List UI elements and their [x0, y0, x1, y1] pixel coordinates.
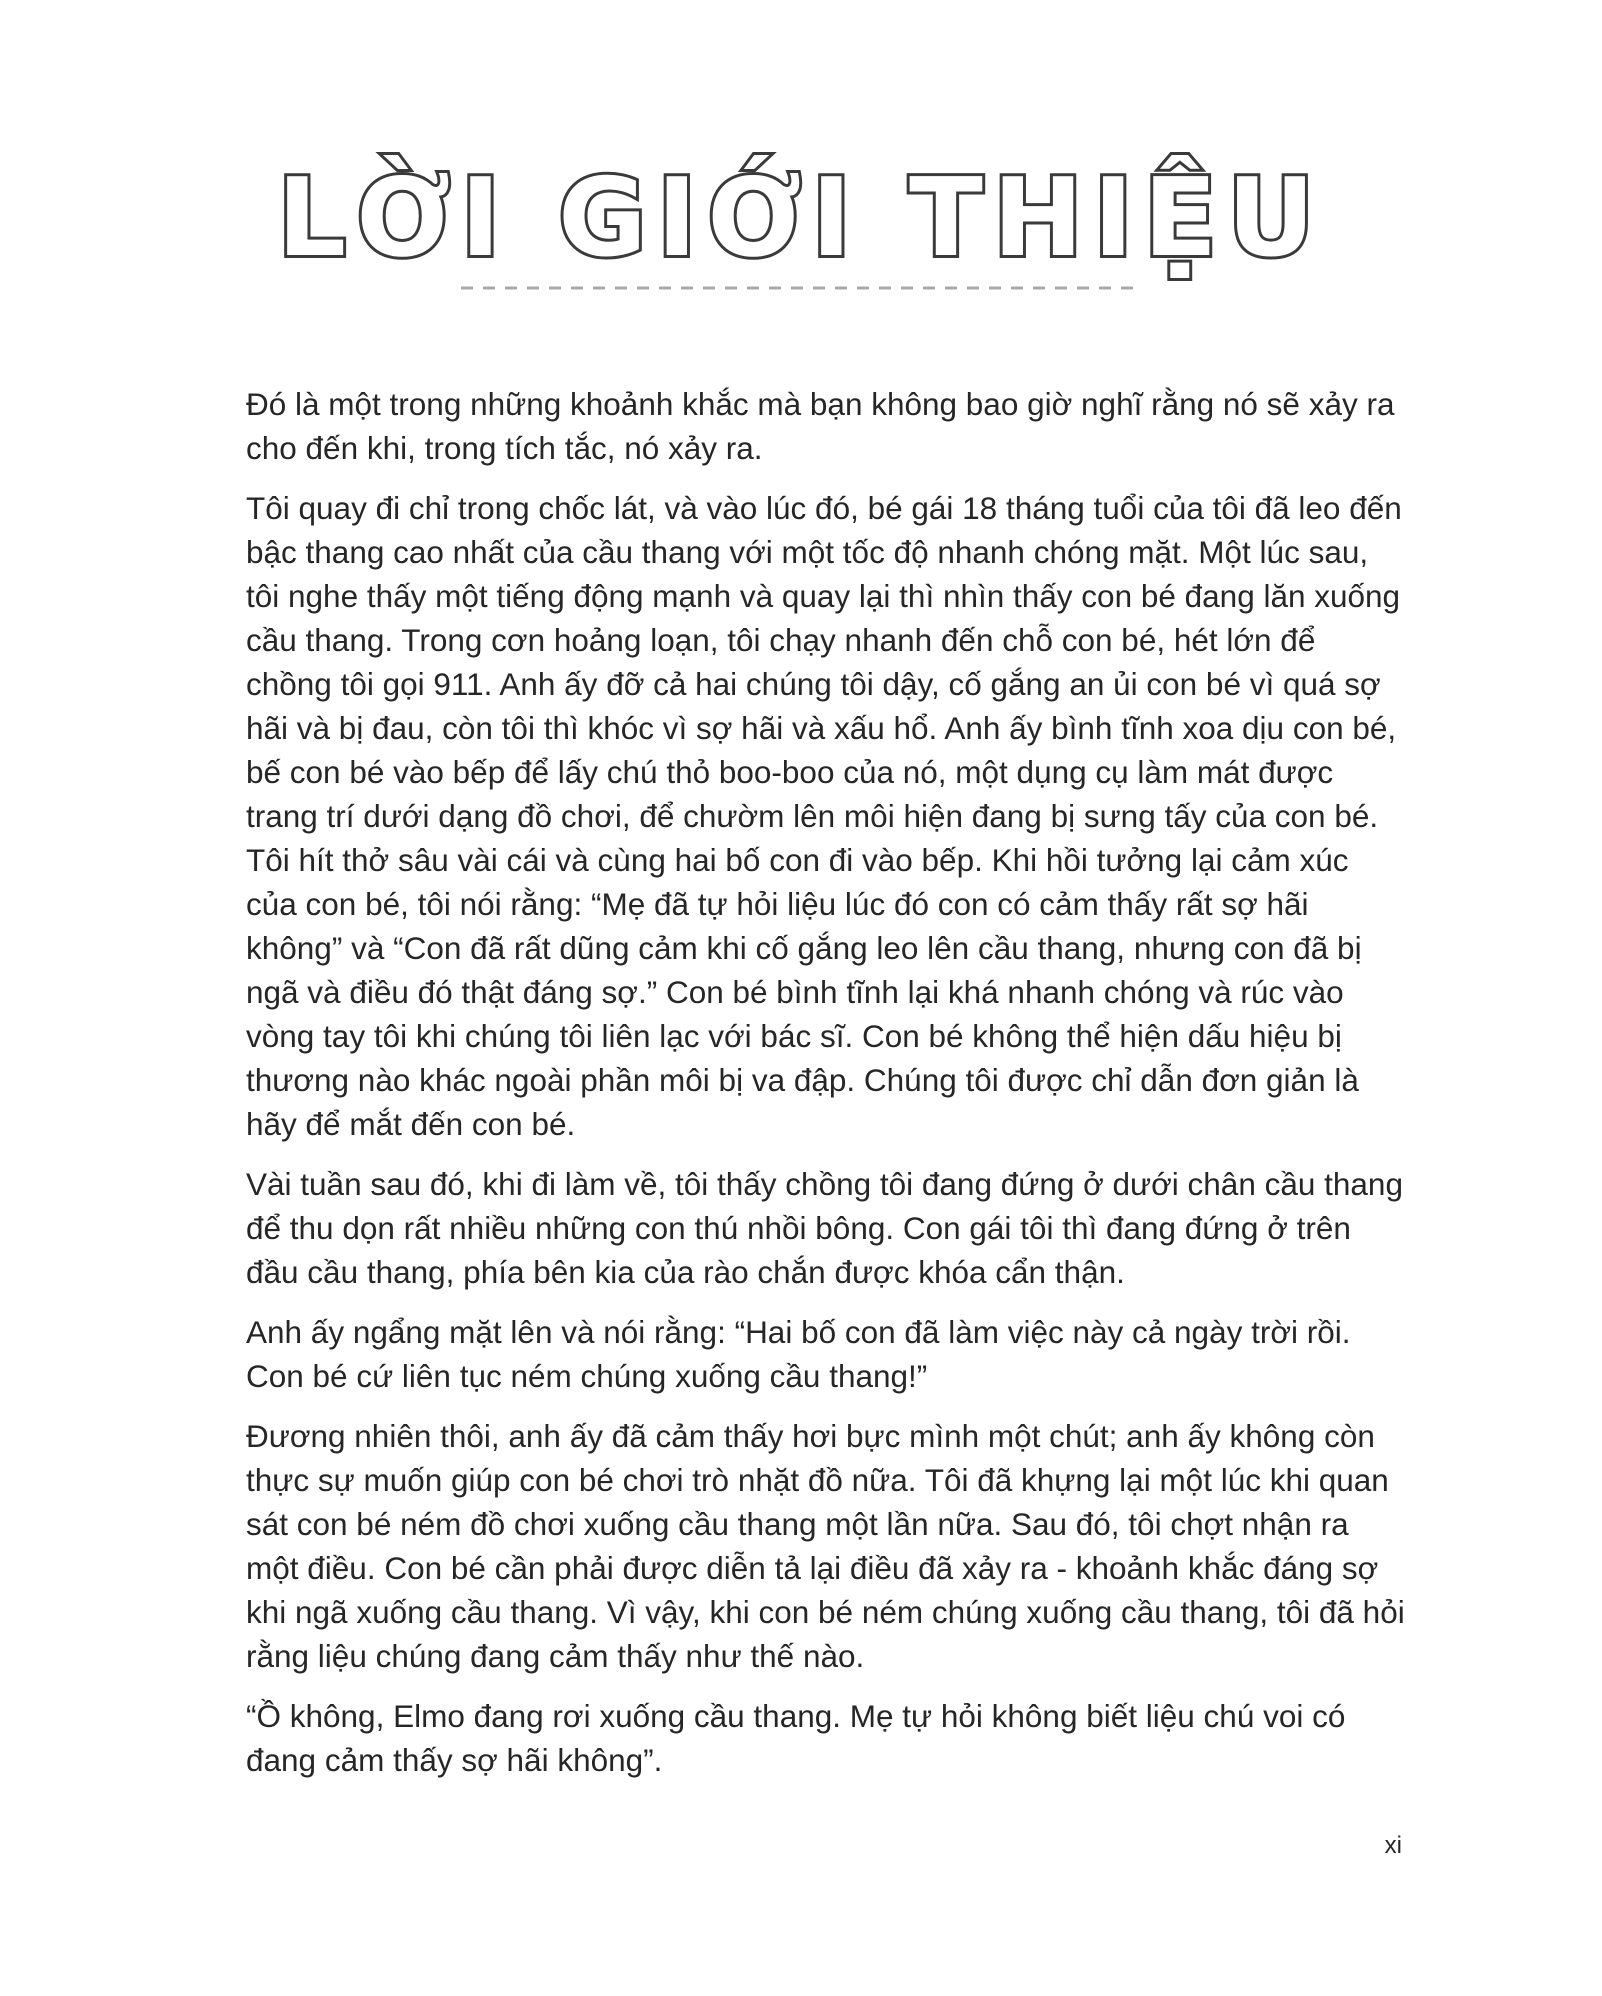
- paragraph: “Ồ không, Elmo đang rơi xuống cầu thang. Mẹ tự hỏi không biết liệu chú voi có đang cảm thấy sợ hãi không”.: [246, 1698, 1346, 1778]
- paragraph: Đương nhiên thôi, anh ấy đã cảm thấy hơi bực mình một chút; anh ấy không còn thực sự muốn giúp con bé chơi trò nhặt đồ nữa. Tôi đã khựng lại một lúc khi quan sát con bé ném đồ chơi xuống cầu thang một lần nữa. Sau đó, tôi chợt nhận ra một điều. Con bé cần phải được diễn tả lại điều đã xảy ra - khoảnh khắc đáng sợ khi ngã xuống cầu thang. Vì vậy, khi con bé ném chúng xuống cầu thang, tôi đã hỏi rằng liệu chúng đang cảm thấy như thế nào.: [246, 1418, 1405, 1674]
- chapter-title-graphic: [277, 150, 1325, 300]
- body-text: [246, 382, 1406, 1798]
- paragraph: Anh ấy ngẩng mặt lên và nói rằng: “Hai bố con đã làm việc này cả ngày trời rồi. Con bé cứ liên tục ném chúng xuống cầu thang!”: [246, 1314, 1351, 1394]
- paragraph: Tôi quay đi chỉ trong chốc lát, và vào lúc đó, bé gái 18 tháng tuổi của tôi đã leo đến bậc thang cao nhất của cầu thang với một tốc độ nhanh chóng mặt. Một lúc sau, tôi nghe thấy một tiếng động mạnh và quay lại thì nhìn thấy con bé đang lăn xuống cầu thang. Trong cơn hoảng loạn, tôi chạy nhanh đến chỗ con bé, hét lớn để chồng tôi gọi 911. Anh ấy đỡ cả hai chúng tôi dậy, cố gắng an ủi con bé vì quá sợ hãi và bị đau, còn tôi thì khóc vì sợ hãi và xấu hổ. Anh ấy bình tĩnh xoa dịu con bé, bế con bé vào bếp để lấy chú thỏ boo-boo của nó, một dụng cụ làm mát được trang trí dưới dạng đồ chơi, để chườm lên môi hiện đang bị sưng tấy của con bé. Tôi hít thở sâu vài cái và cùng hai bố con đi vào bếp. Khi hồi tưởng lại cảm xúc của con bé, tôi nói rằng: “Mẹ đã tự hỏi liệu lúc đó con có cảm thấy rất sợ hãi không” và “Con đã rất dũng cảm khi cố gắng leo lên cầu thang, nhưng con đã bị ngã và điều đó thật đáng sợ.” Con bé bình tĩnh lại khá nhanh chóng và rúc vào vòng tay tôi khi chúng tôi liên lạc với bác sĩ. Con bé không thể hiện dấu hiệu bị thương nào khác ngoài phần môi bị va đập. Chúng tôi được chỉ dẫn đơn giản là hãy để mắt đến con bé.: [246, 490, 1402, 1142]
- page-number: xi: [1384, 1832, 1402, 1859]
- paragraph: Đó là một trong những khoảnh khắc mà bạn không bao giờ nghĩ rằng nó sẽ xảy ra cho đến khi, trong tích tắc, nó xảy ra.: [246, 386, 1395, 466]
- paragraph: Vài tuần sau đó, khi đi làm về, tôi thấy chồng tôi đang đứng ở dưới chân cầu thang để thu dọn rất nhiều những con thú nhồi bông. Con gái tôi thì đang đứng ở trên đầu cầu thang, phía bên kia của rào chắn được khóa cẩn thận.: [246, 1166, 1403, 1290]
- chapter-title: LỜI GIỚI THIỆU: [277, 156, 1325, 281]
- chapter-heading: [277, 150, 1325, 300]
